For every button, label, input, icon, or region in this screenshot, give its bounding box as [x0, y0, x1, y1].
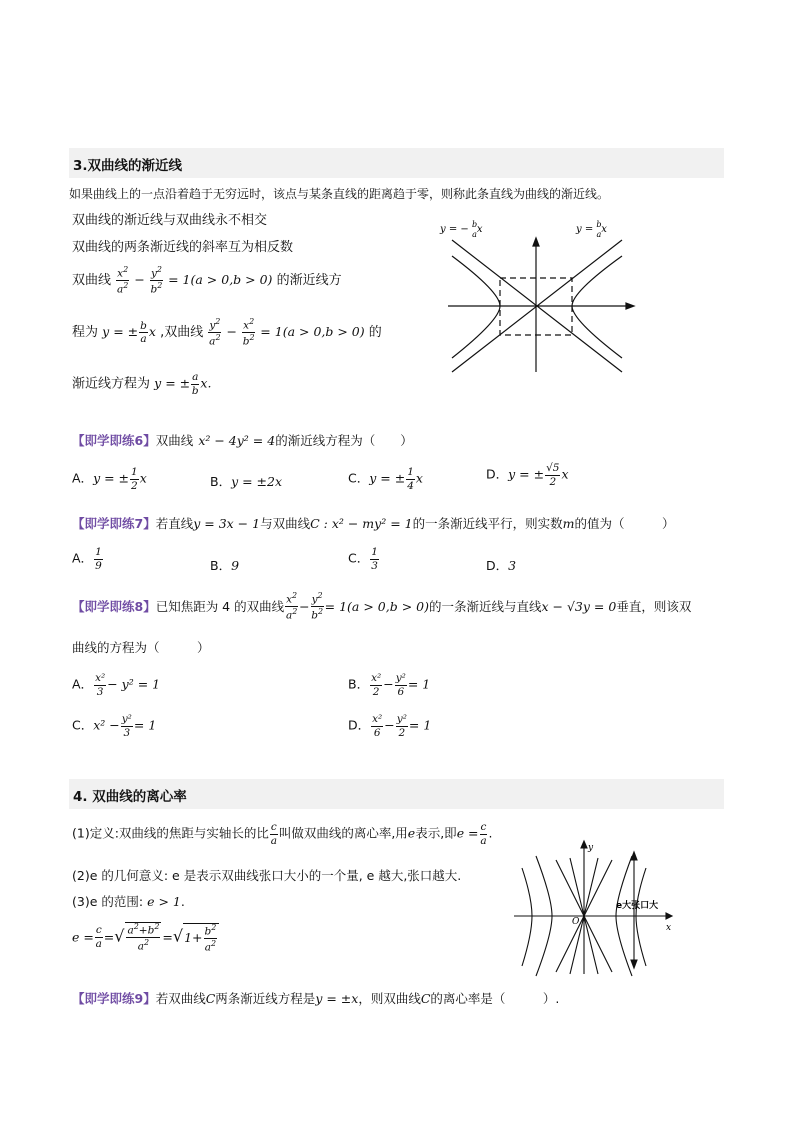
axis-x-label: x [666, 923, 672, 933]
exercise-7-option-d[interactable]: D．3 [486, 558, 517, 573]
eccentricity-definition-3: (3)e 的范围: e > 1. [72, 894, 185, 909]
origin-label: O [572, 917, 580, 927]
section-4-header [69, 779, 724, 809]
eccentricity-formula: e = $\frac{c}{a}$ =√ $\frac{a^2+b^2}{a^2}$ =√1+ $\frac{b^2}{a^2}$ [72, 922, 219, 953]
exercise-7-option-b[interactable]: B．9 [210, 558, 240, 573]
exercise-6-option-b[interactable]: B．y = ±2x [210, 474, 283, 489]
figure-annotation: e大张口大 [616, 901, 659, 911]
section-3-header [69, 148, 724, 178]
asymptote-label-right: y = $^b$ ax [576, 220, 607, 239]
exercise-7-option-a[interactable]: A． $\frac{1}{9}$ [72, 546, 102, 572]
exercise-8-option-a[interactable]: A． $\frac{\text{x²}}{3}$ − y² = 1 [72, 672, 161, 698]
asymptote-line-b: 程为 y = ± $\frac{b}{a}$ x ,双曲线 $\frac{y^2}{a^2}$ − $\frac{x^2}{b^2}$ = 1(a > 0,b > 0) 的 [72, 317, 382, 348]
asymptote-line-c: 渐近线方程为 y = ± $\frac{a}{b}$ x. [72, 371, 212, 397]
exercise-7-option-c[interactable]: C． $\frac{1}{3}$ [348, 546, 378, 572]
eccentricity-definition-2: (2)e 的几何意义: e 是表示双曲线张口大小的一个量, e 越大,张口越大. [72, 868, 462, 883]
section-3-title: 3.双曲线的渐近线 [73, 158, 183, 174]
exercise-8-option-d[interactable]: D． $\frac{\text{x²}}{6}$ − $\frac{\text{y²}}{2}$ = 1 [348, 713, 432, 739]
eccentricity-figure [510, 838, 680, 978]
exercise-9-question: 【即学即练9】若双曲线C两条渐近线方程是y = ±x，则双曲线C的离心率是（ ）. [72, 991, 560, 1006]
asymptote-line-a: 双曲线 $\frac{x^2}{a^2}$ − $\frac{y^2}{b^2}$ = 1(a > 0,b > 0) 的渐近线方 [72, 265, 342, 296]
eccentricity-definition-1: (1)定义:双曲线的焦距与实轴长的比 $\frac{c}{a}$ 叫做双曲线的离心率,用e表示,即e = $\frac{c}{a}$ . [72, 821, 493, 847]
asymptote-label-left: y = − $^b$ ax [440, 220, 483, 239]
hyperbola-asymptote-figure [438, 212, 638, 377]
property-1: 双曲线的渐近线与双曲线永不相交 [72, 213, 268, 228]
exercise-6-option-d[interactable]: D．y = ± $\frac{√5}{2}$ x [486, 462, 569, 488]
exercise-8-option-c[interactable]: C．x² − $\frac{\text{y²}}{3}$ = 1 [72, 713, 157, 739]
property-2: 双曲线的两条渐近线的斜率互为相反数 [72, 240, 294, 255]
exercise-6-question: 【即学即练6】双曲线 x² − 4y² = 4的渐近线方程为（ ） [72, 433, 413, 448]
exercise-6-option-a[interactable]: A．y = ± $\frac{1}{2}$ x [72, 466, 147, 492]
exercise-7-question: 【即学即练7】若直线y = 3x − 1与双曲线C : x² − my² = 1的一条渐近线平行，则实数m的值为（ ） [72, 516, 675, 531]
exercise-8-option-b[interactable]: B． $\frac{\text{x²}}{2}$ − $\frac{\text{y²}}{6}$ = 1 [348, 672, 431, 698]
axis-y-label: y [588, 843, 594, 853]
exercise-8-question: 【即学即练8】已知焦距为 4 的双曲线 $\frac{x^2}{a^2}$ − $\frac{y^2}{b^2}$ = 1(a > 0,b > 0)的一条渐近线与直线x − √3y = 0垂直，则该双 [72, 591, 692, 622]
exercise-8-question-line2: 曲线的方程为（ ） [72, 640, 210, 655]
exercise-6-option-c[interactable]: C．y = ± $\frac{1}{4}$ x [348, 466, 423, 492]
section-4-title: 4. 双曲线的离心率 [73, 789, 187, 805]
definition-text: 如果曲线上的一点沿着趋于无穷远时，该点与某条直线的距离趋于零，则称此条直线为曲线的渐近线。 [69, 187, 610, 201]
